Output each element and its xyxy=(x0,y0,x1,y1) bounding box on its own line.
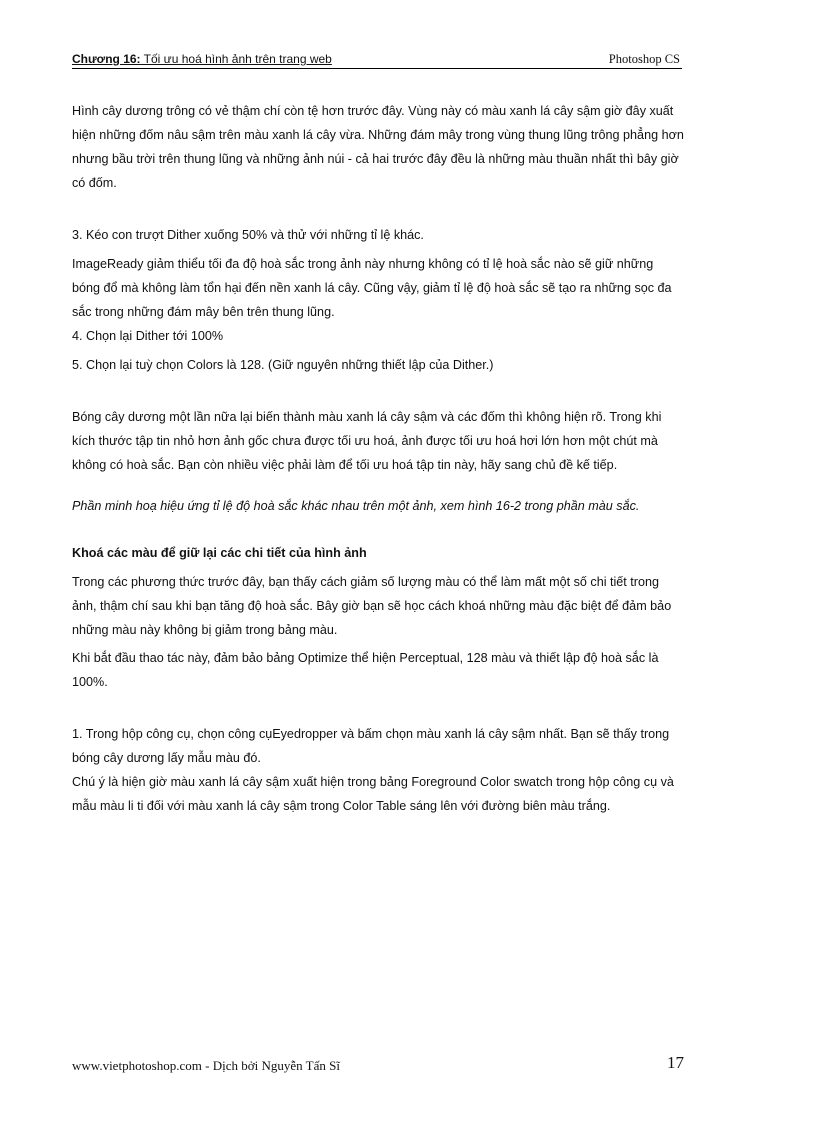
step-4: 4. Chọn lại Dither tới 100% xyxy=(72,329,224,343)
product-name: Photoshop CS xyxy=(608,52,680,66)
illustration-note: Phần minh hoạ hiệu ứng tỉ lệ độ hoà sắc khác nhau trên một ảnh, xem hình 16-2 trong phần màu sắc. xyxy=(72,499,640,513)
chapter-title xyxy=(72,52,332,66)
paragraph: ImageReady giảm thiểu tối đa độ hoà sắc trong ảnh này nhưng không có tỉ lệ hoà sắc nào sẽ giữ những bóng đổ mà không làm tổn hại đến nền xanh lá cây. Cũng vậy, giảm tỉ lệ độ hoà sắc sẽ tạo ra những sọc đa sắc trong những đám mây bên trên thung lũng. xyxy=(72,257,672,319)
paragraph: Hình cây dương trông có vẻ thậm chí còn tệ hơn trước đây. Vùng này có màu xanh lá cây sậm giờ đây xuất hiện những đốm nâu sậm trên màu xanh lá cây vừa. Những đám mây trong vùng thung lũng trông phẳng hơn nhưng bầu trời trên thung lũng và những ảnh núi - cả hai trước đây đều là những màu thuần nhất thì bây giờ có đốm. xyxy=(72,104,684,190)
chapter-label: Chương 16: xyxy=(72,52,141,66)
page-number: 17 xyxy=(667,1053,684,1072)
step-1: 1. Trong hộp công cụ, chọn công cụEyedropper và bấm chọn màu xanh lá cây sậm nhất. Bạn sẽ thấy trong bóng cây dương lấy mẫu màu đó. xyxy=(72,727,670,765)
page-body xyxy=(72,99,684,818)
footer-credit: www.vietphotoshop.com - Dịch bởi Nguyễn Tấn Sĩ xyxy=(72,1058,340,1073)
step-3: 3. Kéo con trượt Dither xuống 50% và thử với những tỉ lệ khác. xyxy=(72,228,424,242)
paragraph: Chú ý là hiện giờ màu xanh lá cây sậm xuất hiện trong bảng Foreground Color swatch trong hộp công cụ và mẫu màu li ti đối với màu xanh lá cây sậm trong Color Table sáng lên với đường biên màu trắng. xyxy=(72,775,674,813)
paragraph: Bóng cây dương một lần nữa lại biến thành màu xanh lá cây sậm và các đốm thì không hiện rõ. Trong khi kích thước tập tin nhỏ hơn ảnh gốc chưa được tối ưu hoá, ảnh được tối ưu hoá hơi lớn hơn một chút mà không có hoà sắc. Bạn còn nhiều việc phải làm để tối ưu hoá tập tin này, hãy sang chủ đề kế tiếp. xyxy=(72,410,662,472)
step-5: 5. Chọn lại tuỳ chọn Colors là 128. (Giữ nguyên những thiết lập của Dither.) xyxy=(72,358,494,372)
section-heading: Khoá các màu để giữ lại các chi tiết của hình ảnh xyxy=(72,546,367,560)
page-header xyxy=(72,52,682,69)
paragraph: Trong các phương thức trước đây, bạn thấy cách giảm số lượng màu có thể làm mất một số chi tiết trong ảnh, thậm chí sau khi bạn tăng độ hoà sắc. Bây giờ bạn sẽ học cách khoá những màu đặc biệt để đảm bảo những màu này không bị giảm trong bảng màu. xyxy=(72,575,672,637)
chapter-name: Tối ưu hoá hình ảnh trên trang web xyxy=(140,52,332,66)
paragraph: Khi bắt đầu thao tác này, đảm bảo bảng Optimize thể hiện Perceptual, 128 màu và thiết lập độ hoà sắc là 100%. xyxy=(72,651,659,689)
